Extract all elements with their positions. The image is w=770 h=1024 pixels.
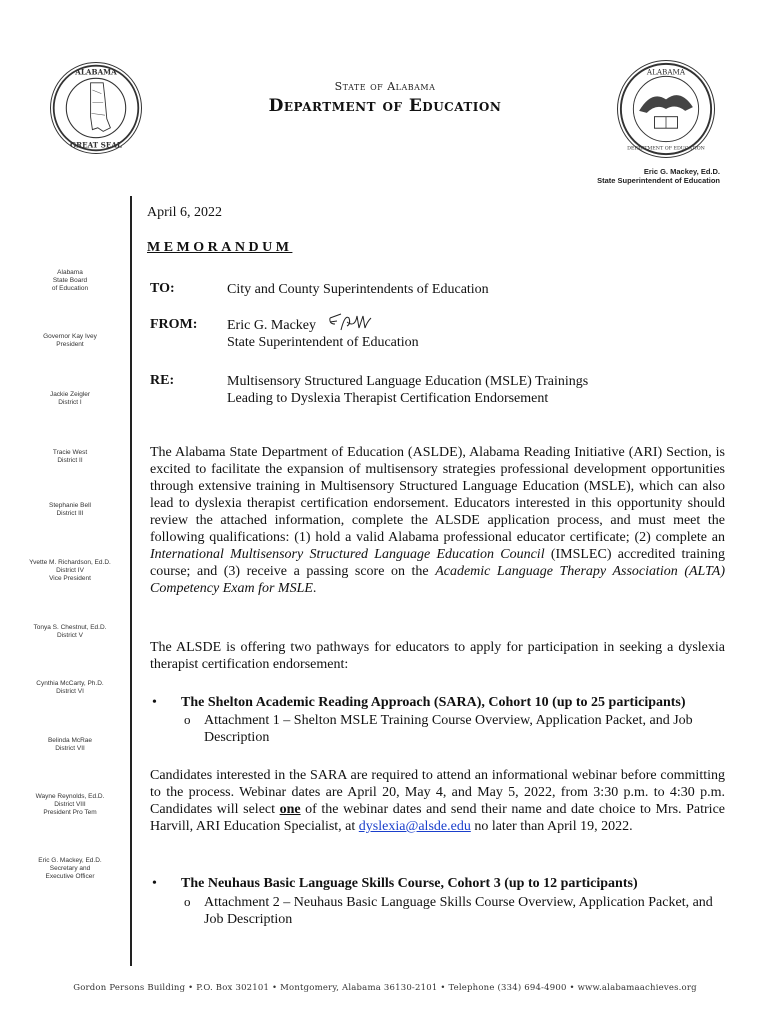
memo-title: MEMORANDUM: [147, 240, 293, 255]
board-member-name: Tracie West: [52, 449, 88, 456]
board-member: [20, 449, 120, 465]
board-member-role: District IV: [56, 567, 84, 574]
header-department: Department of Education: [268, 96, 502, 116]
board-member-name: Stephanie Bell: [49, 502, 91, 509]
bullet-1-sub-marker: o: [184, 712, 191, 727]
bullet-1-marker: •: [152, 695, 157, 710]
board-member: [20, 269, 120, 293]
from-name: Eric G. Mackey: [227, 318, 317, 333]
board-member-role: District V: [57, 632, 83, 639]
board-member-name: Tonya S. Chestnut, Ed.D.: [33, 624, 107, 631]
re-line-1: Multisensory Structured Language Education (MSLE) Trainings: [227, 374, 589, 389]
alta-exam-name: Academic Language Therapy Association (ALTA) Competency Exam for MSLE: [150, 564, 725, 596]
board-member-role: Vice President: [49, 575, 91, 582]
board-member: [20, 737, 120, 753]
bullet-2-marker: •: [152, 876, 157, 891]
from-title: State Superintendent of Education: [227, 335, 419, 350]
board-member-role: President Pro Tem: [43, 809, 97, 816]
bullet-1-title: The Shelton Academic Reading Approach (SARA), Cohort 10 (up to 25 participants): [181, 695, 686, 710]
board-member: [20, 333, 120, 349]
svg-text:ALABAMA: ALABAMA: [646, 67, 686, 77]
emphasis-one: one: [279, 802, 301, 817]
board-member-name: Alabama: [57, 269, 83, 276]
board-member-name: Belinda McRae: [47, 737, 93, 744]
paragraph-sara-webinar: Candidates interested in the SARA are required to attend an informational webinar before committing to the process. Webinar dates are April 20, May 4, and May 5, 2022, from 3:30 p.m. to 4:30 p.m. Candidates will select one of the webinar dates and send their name and date choice to Mrs. Patrice Harvill, ARI Education Specialist, at dyslexia@alsde.edu no later than April 19, 2022.: [150, 768, 725, 834]
board-member-name: Cynthia McCarty, Ph.D.: [36, 680, 104, 687]
board-member-role: District I: [58, 399, 82, 406]
board-member-role: Executive Officer: [45, 873, 95, 880]
superintendent-name: Eric G. Mackey, Ed.D.: [643, 167, 720, 176]
board-member-role: of Education: [51, 285, 89, 292]
footer-address: Gordon Persons Building • P.O. Box 302101 • Montgomery, Alabama 36130-2101 • Telephone (334) 694-4900 • www.alabamaachieves.org: [73, 983, 697, 993]
to-value: City and County Superintendents of Education: [227, 282, 489, 297]
email-link[interactable]: dyslexia@alsde.edu: [358, 819, 471, 834]
board-member-role: District III: [56, 510, 84, 517]
to-label: TO:: [150, 281, 175, 296]
from-label: FROM:: [150, 317, 198, 332]
board-member-role: Secretary and: [49, 865, 91, 872]
svg-text:DEPARTMENT OF EDUCATION: DEPARTMENT OF EDUCATION: [627, 146, 705, 152]
board-member-role: District VII: [55, 745, 85, 752]
board-member-name: Eric G. Mackey, Ed.D.: [38, 857, 102, 864]
board-member: [20, 793, 120, 817]
bullet-2-sub-marker: o: [184, 894, 191, 909]
board-member: [20, 680, 120, 696]
memo-date: April 6, 2022: [147, 205, 223, 220]
board-member-role: President: [56, 341, 84, 348]
board-member: [20, 502, 120, 518]
board-member-name: Wayne Reynolds, Ed.D.: [35, 793, 105, 800]
svg-text:GREAT SEAL: GREAT SEAL: [70, 140, 122, 150]
header-state: State of Alabama: [334, 80, 436, 93]
board-member-role: District VI: [56, 688, 84, 695]
bullet-2-attachment: Attachment 2 – Neuhaus Basic Language Skills Course Overview, Application Packet, and Job Description: [204, 895, 713, 927]
paragraph-intro: The Alabama State Department of Education (ASLDE), Alabama Reading Initiative (ARI) Section, is excited to facilitate the expansion of multisensory strategies professional development opportunities through extensive training in Multisensory Structured Language Education (MSLE), which can also lead to dyslexia therapist certification endorsement. Educators interested in this opportunity should review the attached information, complete the ALSDE application process, and must meet the following qualifications: (1) hold a valid Alabama professional educator certificate; (2) complete an International Multisensory Structured Language Education Council (IMSLEC) accredited training course; and (3) receive a passing score on the Academic Language Therapy Association (ALTA) Competency Exam for MSLE.: [150, 445, 725, 596]
board-member: [20, 559, 120, 583]
paragraph-pathways: The ALSDE is offering two pathways for educators to apply for participation in seeking a dyslexia therapist certification endorsement:: [150, 640, 725, 672]
imslec-name: International Multisensory Structured Language Education Council: [150, 547, 545, 562]
board-member-role: State Board: [52, 277, 88, 284]
board-member-name: Jackie Zeigler: [49, 391, 91, 398]
department-seal: [617, 60, 715, 158]
signature-initials: [327, 310, 377, 336]
board-member-role: District VIII: [54, 801, 86, 808]
re-line-2: Leading to Dyslexia Therapist Certification Endorsement: [227, 391, 549, 406]
board-member-role: District II: [57, 457, 83, 464]
board-member-name: Governor Kay Ivey: [43, 333, 97, 340]
board-member-name: Yvette M. Richardson, Ed.D.: [29, 559, 111, 566]
board-member: [20, 624, 120, 640]
superintendent-title: State Superintendent of Education: [597, 176, 720, 185]
board-member: [20, 391, 120, 407]
bullet-1-attachment: Attachment 1 – Shelton MSLE Training Course Overview, Application Packet, and Job Description: [204, 713, 693, 745]
svg-text:ALABAMA: ALABAMA: [75, 67, 117, 77]
bullet-2-title: The Neuhaus Basic Language Skills Course, Cohort 3 (up to 12 participants): [181, 876, 638, 891]
sidebar-divider: [130, 196, 132, 966]
board-member: [20, 857, 120, 881]
re-label: RE:: [150, 373, 175, 388]
